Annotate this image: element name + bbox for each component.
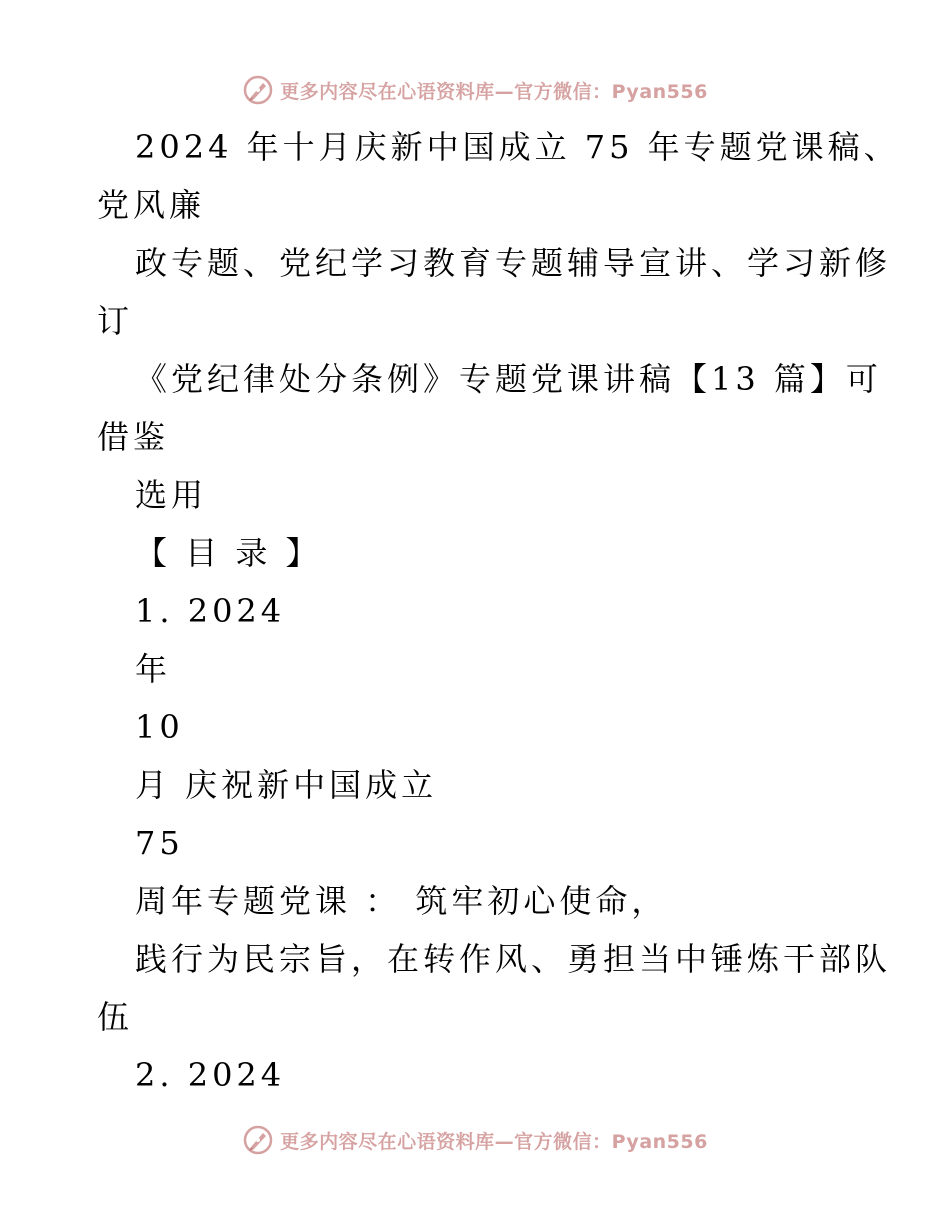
toc-item-2-number: 2. 2024: [135, 1056, 286, 1094]
pen-logo-icon: [242, 1124, 274, 1156]
title-line-5: 《党纪律处分条例》专题党课讲稿【13 篇】可: [135, 360, 882, 398]
watermark-text: 更多内容尽在心语资料库—官方微信：Pyan556: [280, 1130, 708, 1153]
title-line-4: 订: [97, 302, 134, 340]
toc-item-1-line-8: 伍: [97, 998, 134, 1036]
toc-item-1-line-5: 75: [135, 824, 184, 862]
title-line-1: 2024 年十月庆新中国成立 75 年专题党课稿、: [135, 128, 900, 166]
toc-item-1-line-6: 周年专题党课 ： 筑牢初心使命，: [135, 882, 668, 920]
title-line-6: 借鉴: [97, 418, 170, 456]
toc-item-1-line-7: 践行为民宗旨，在转作风、勇担当中锤炼干部队: [135, 940, 892, 978]
pen-logo-icon: [242, 74, 274, 106]
title-line-3: 政专题、党纪学习教育专题辅导宣讲、学习新修: [135, 244, 892, 282]
toc-item-1-line-3: 10: [135, 708, 184, 746]
watermark-text: 更多内容尽在心语资料库—官方微信：Pyan556: [280, 80, 708, 103]
toc-heading: 【 目 录 】: [135, 534, 322, 572]
header-watermark: [0, 70, 950, 110]
toc-item-1-line-2: 年: [135, 650, 172, 688]
title-line-2: 党风廉: [97, 186, 206, 224]
footer-watermark: [0, 1120, 950, 1160]
toc-item-1-number: 1. 2024: [135, 592, 286, 630]
toc-item-1-line-4: 月 庆祝新中国成立: [135, 766, 438, 804]
title-line-7: 选用: [135, 476, 208, 514]
